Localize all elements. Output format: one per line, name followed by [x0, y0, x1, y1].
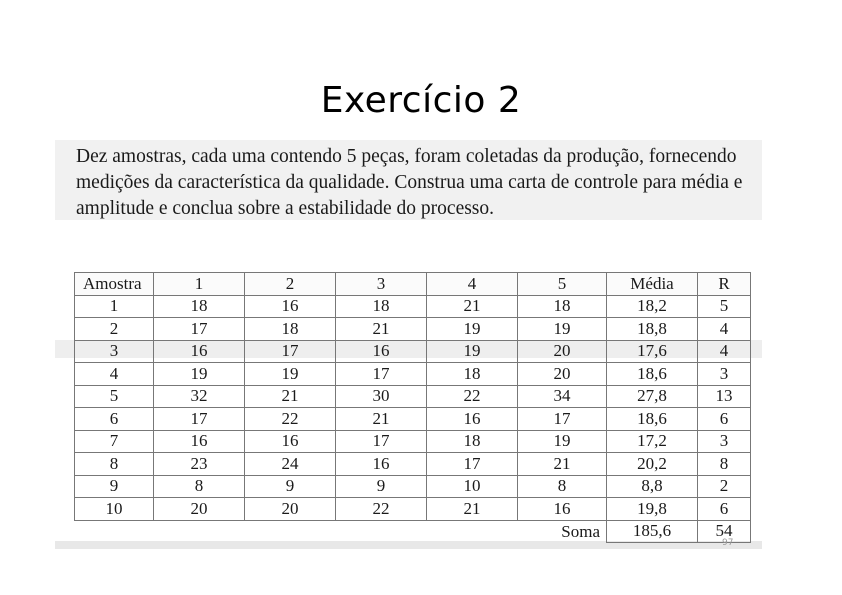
- header-col-2: 2: [245, 273, 336, 296]
- table-cell: 3: [698, 363, 751, 386]
- table-cell: 8: [154, 475, 245, 498]
- table-cell: 16: [518, 498, 607, 521]
- header-col-4: 4: [427, 273, 518, 296]
- table-cell: 20: [245, 498, 336, 521]
- table-cell: 18,6: [607, 408, 698, 431]
- header-media: Média: [607, 273, 698, 296]
- table-row: [75, 453, 751, 476]
- table-cell: 21: [427, 295, 518, 318]
- table-cell: 21: [518, 453, 607, 476]
- slide-title: Exercício 2: [320, 80, 522, 121]
- table-cell: 6: [75, 408, 154, 431]
- table-cell: 22: [427, 385, 518, 408]
- table-cell: 18: [336, 295, 427, 318]
- table-cell: 10: [427, 475, 518, 498]
- table-cell: 2: [698, 475, 751, 498]
- table-body: [75, 295, 751, 520]
- table-row: [75, 430, 751, 453]
- table-cell: 17: [336, 363, 427, 386]
- table-cell: 16: [336, 453, 427, 476]
- table-cell: 16: [245, 430, 336, 453]
- table-cell: 17: [154, 318, 245, 341]
- table-cell: 5: [698, 295, 751, 318]
- table-row: [75, 385, 751, 408]
- table-cell: 17: [518, 408, 607, 431]
- table-cell: 19: [245, 363, 336, 386]
- table-cell: 7: [75, 430, 154, 453]
- table-cell: 18: [245, 318, 336, 341]
- table-row: [75, 408, 751, 431]
- exercise-statement: Dez amostras, cada uma contendo 5 peças, foram coletadas da produção, fornecendo medições da característica da qualidade. Construa uma carta de controle para média e amplitude e conclua sobre a estabilidade do processo.: [76, 146, 743, 219]
- table-cell: 20: [518, 340, 607, 363]
- table-cell: 5: [75, 385, 154, 408]
- header-amostra: Amostra: [75, 273, 154, 296]
- table-cell: 19: [154, 363, 245, 386]
- table-cell: 17,6: [607, 340, 698, 363]
- page-number: 97: [722, 538, 734, 548]
- table-cell: 18: [427, 363, 518, 386]
- table-cell: 16: [154, 430, 245, 453]
- table-cell: 21: [427, 498, 518, 521]
- table-cell: 19,8: [607, 498, 698, 521]
- table-cell: 8: [698, 453, 751, 476]
- header-col-5: 5: [518, 273, 607, 296]
- table-cell: 27,8: [607, 385, 698, 408]
- table-cell: 6: [698, 498, 751, 521]
- table-cell: 21: [336, 318, 427, 341]
- table-cell: 34: [518, 385, 607, 408]
- table-row: [75, 363, 751, 386]
- table-cell: 16: [427, 408, 518, 431]
- table-cell: 4: [698, 340, 751, 363]
- table-cell: 21: [245, 385, 336, 408]
- table-cell: 1: [75, 295, 154, 318]
- table-row: [75, 498, 751, 521]
- sum-media: 185,6: [607, 520, 698, 543]
- table-cell: 17: [427, 453, 518, 476]
- table-cell: 23: [154, 453, 245, 476]
- table-cell: 4: [698, 318, 751, 341]
- sum-row-spacer: [75, 520, 427, 543]
- table-cell: 17: [245, 340, 336, 363]
- table-cell: 13: [698, 385, 751, 408]
- table-cell: 22: [336, 498, 427, 521]
- table-cell: 19: [518, 430, 607, 453]
- table-cell: 18: [518, 295, 607, 318]
- table-cell: 10: [75, 498, 154, 521]
- table-cell: 20: [154, 498, 245, 521]
- header-r: R: [698, 273, 751, 296]
- table-cell: 18,6: [607, 363, 698, 386]
- header-col-3: 3: [336, 273, 427, 296]
- table-cell: 18: [154, 295, 245, 318]
- table-cell: 24: [245, 453, 336, 476]
- table-cell: 21: [336, 408, 427, 431]
- table-cell: 8: [75, 453, 154, 476]
- table-cell: 20,2: [607, 453, 698, 476]
- table-cell: 4: [75, 363, 154, 386]
- table-cell: 19: [518, 318, 607, 341]
- table-cell: 30: [336, 385, 427, 408]
- table-cell: 17: [154, 408, 245, 431]
- table-cell: 19: [427, 318, 518, 341]
- table-cell: 18,2: [607, 295, 698, 318]
- table-row: [75, 475, 751, 498]
- table-cell: 9: [75, 475, 154, 498]
- table-cell: 2: [75, 318, 154, 341]
- table-cell: 20: [518, 363, 607, 386]
- table-cell: 16: [154, 340, 245, 363]
- table-cell: 3: [75, 340, 154, 363]
- sum-label: Soma: [561, 521, 600, 541]
- table-cell: 17,2: [607, 430, 698, 453]
- table-cell: 8: [518, 475, 607, 498]
- table-cell: 17: [336, 430, 427, 453]
- table-cell: 18,8: [607, 318, 698, 341]
- table-row: [75, 295, 751, 318]
- table-header-row: [75, 273, 751, 296]
- samples-table: [74, 272, 751, 543]
- sum-r: 54: [698, 520, 751, 543]
- table-row: [75, 340, 751, 363]
- table-cell: 9: [336, 475, 427, 498]
- table-cell: 18: [427, 430, 518, 453]
- header-col-1: 1: [154, 273, 245, 296]
- sum-row: [75, 520, 751, 543]
- table-cell: 6: [698, 408, 751, 431]
- table-cell: 32: [154, 385, 245, 408]
- table-cell: 22: [245, 408, 336, 431]
- table-row: [75, 318, 751, 341]
- table-cell: 19: [427, 340, 518, 363]
- table-cell: 16: [245, 295, 336, 318]
- table-cell: 8,8: [607, 475, 698, 498]
- table-cell: 16: [336, 340, 427, 363]
- table-cell: 3: [698, 430, 751, 453]
- table-cell: 9: [245, 475, 336, 498]
